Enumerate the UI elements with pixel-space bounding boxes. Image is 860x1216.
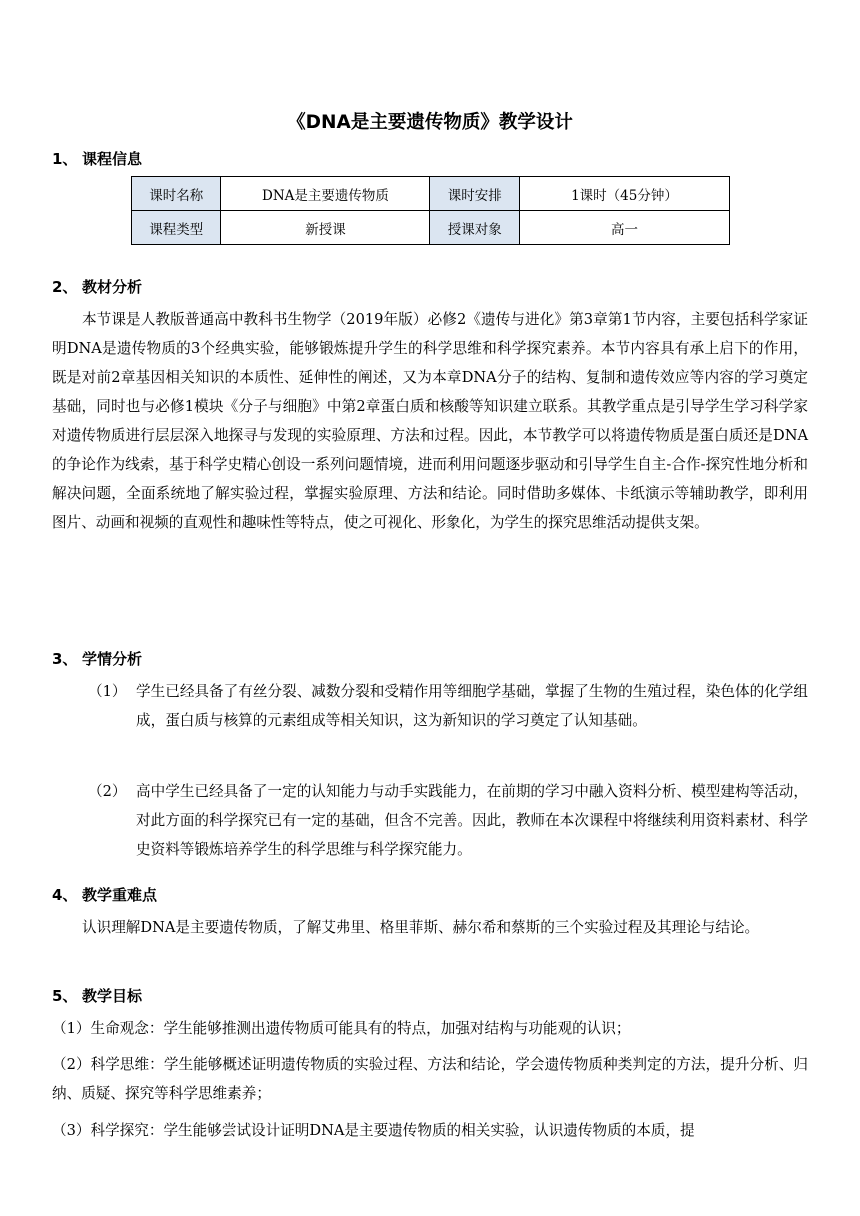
section-number: 3、 bbox=[52, 650, 78, 668]
table-cell-label: 课程类型 bbox=[132, 211, 221, 245]
key-points-paragraph: 认识理解DNA是主要遗传物质，了解艾弗里、格里菲斯、赫尔希和蔡斯的三个实验过程及其理论与结论。 bbox=[82, 919, 760, 936]
goal-item: （1）生命观念：学生能够推测出遗传物质可能具有的特点，加强对结构与功能观的认识； bbox=[52, 1020, 631, 1037]
section-heading-goals bbox=[52, 985, 142, 1006]
list-item-text: 学生已经具备了有丝分裂、减数分裂和受精作用等细胞学基础，掌握了生物的生殖过程，染色体的化学组成，蛋白质与核算的元素组成等相关知识，这为新知识的学习奠定了认知基础。 bbox=[136, 683, 808, 729]
table-cell-value: 新授课 bbox=[221, 211, 430, 245]
section-number: 4、 bbox=[52, 886, 78, 904]
textbook-analysis-paragraph: 本节课是人教版普通高中教科书生物学（2019年版）必修2《遗传与进化》第3章第1节内容，主要包括科学家证明DNA是遗传物质的3个经典实验，能够锻炼提升学生的科学思维和科学探究素养。本节内容具有承上启下的作用，既是对前2章基因相关知识的本质性、延伸性的阐述，又为本章DNA分子的结构、复制和遗传效应等内容的学习奠定基础，同时也与必修1模块《分子与细胞》中第2章蛋白质和核酸等知识建立联系。其教学重点是引导学生学习科学家对遗传物质进行层层深入地探寻与发现的实验原理、方法和过程。因此，本节教学可以将遗传物质是蛋白质还是DNA的争论作为线索，基于科学史精心创设一系列问题情境，进而利用问题逐步驱动和引导学生自主-合作-探究性地分析和解决问题，全面系统地了解实验过程，掌握实验原理、方法和结论。同时借助多媒体、卡纸演示等辅助教学，即利用图片、动画和视频的直观性和趣味性等特点，使之可视化、形象化，为学生的探究思维活动提供支架。 bbox=[52, 311, 808, 531]
list-item bbox=[88, 777, 808, 864]
section-heading-course-info bbox=[52, 148, 142, 169]
section-number: 1、 bbox=[52, 150, 78, 168]
table-cell-label: 授课对象 bbox=[430, 211, 519, 245]
table-cell-value: 高一 bbox=[519, 211, 729, 245]
goal-item: （2）科学思维：学生能够概述证明遗传物质的实验过程、方法和结论，学会遗传物质种类判定的方法，提升分析、归纳、质疑、探究等科学思维素养； bbox=[52, 1056, 808, 1102]
document-title: 《DNA是主要遗传物质》教学设计 bbox=[287, 112, 573, 133]
section-heading-learner-analysis bbox=[52, 648, 142, 669]
section-number: 2、 bbox=[52, 278, 78, 296]
section-label: 教学目标 bbox=[82, 987, 143, 1005]
section-heading-textbook-analysis bbox=[52, 276, 142, 297]
goal-item: （3）科学探究：学生能够尝试设计证明DNA是主要遗传物质的相关实验，认识遗传物质的本质，提 bbox=[52, 1122, 695, 1139]
table-cell-value: 1课时（45分钟） bbox=[519, 177, 729, 211]
section-label: 教学重难点 bbox=[82, 886, 158, 904]
section-label: 教材分析 bbox=[82, 278, 143, 296]
table-row bbox=[132, 177, 730, 211]
list-item-marker: （2） bbox=[88, 783, 127, 800]
course-info-table bbox=[131, 176, 730, 245]
table-row bbox=[132, 211, 730, 245]
list-item bbox=[88, 677, 808, 735]
section-heading-key-points bbox=[52, 884, 157, 905]
table-cell-label: 课时名称 bbox=[132, 177, 221, 211]
list-item-text: 高中学生已经具备了一定的认知能力与动手实践能力，在前期的学习中融入资料分析、模型建构等活动，对此方面的科学探究已有一定的基础，但含不完善。因此，教师在本次课程中将继续利用资料素材、科学史资料等锻炼培养学生的科学思维与科学探究能力。 bbox=[136, 783, 808, 858]
list-item-marker: （1） bbox=[88, 683, 127, 700]
section-number: 5、 bbox=[52, 987, 78, 1005]
table-cell-value: DNA是主要遗传物质 bbox=[221, 177, 430, 211]
table-cell-label: 课时安排 bbox=[430, 177, 519, 211]
section-label: 课程信息 bbox=[82, 150, 143, 168]
section-label: 学情分析 bbox=[82, 650, 143, 668]
